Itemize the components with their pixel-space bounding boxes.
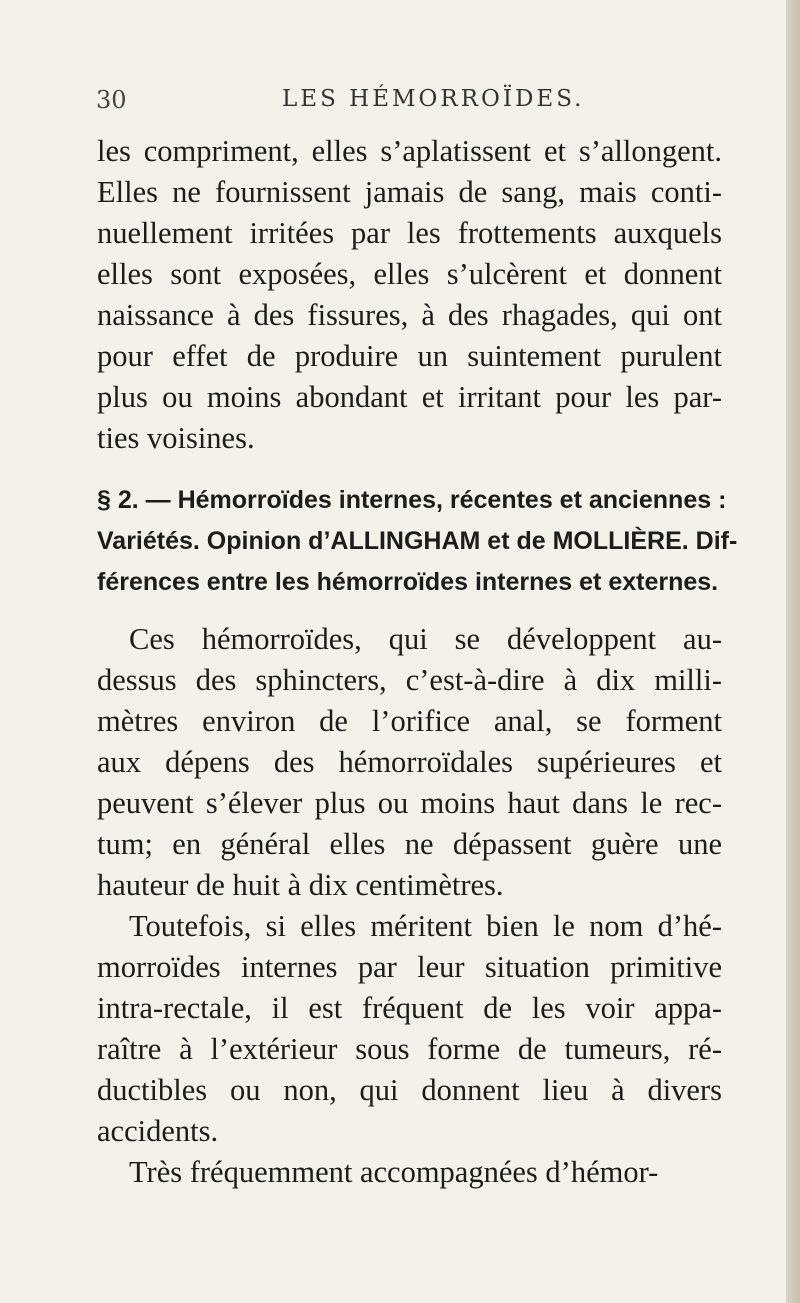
paragraph-2 <box>97 619 722 1193</box>
page-edge <box>786 0 800 1303</box>
text-line: elles sont exposées, elles s’ulcèrent et donnent <box>97 257 722 291</box>
text-line: Elles ne fournissent jamais de sang, mais conti- <box>97 175 722 209</box>
text-line: hauteur de huit à dix centimètres. <box>97 868 504 902</box>
running-head: LES HÉMORROÏDES. <box>282 86 585 112</box>
text-line: accidents. <box>97 1114 219 1148</box>
page-header <box>96 86 716 118</box>
text-line: plus ou moins abondant et irritant pour les par- <box>97 380 722 414</box>
text-line: Ces hémorroïdes, qui se développent au- <box>129 622 722 656</box>
text-line: peuvent s’élever plus ou moins haut dans le rec- <box>97 786 722 820</box>
text-line: pour effet de produire un suintement purulent <box>97 339 722 373</box>
page-number: 30 <box>96 86 127 114</box>
paragraph-1 <box>97 131 722 459</box>
text-line: mètres environ de l’orifice anal, se forment <box>97 704 722 738</box>
text-line: raître à l’extérieur sous forme de tumeurs, ré- <box>97 1032 722 1066</box>
text-line: morroïdes internes par leur situation primitive <box>97 950 722 984</box>
text-line: intra-rectale, il est fréquent de les voir appa- <box>97 991 722 1025</box>
text-line: ductibles ou non, qui donnent lieu à divers <box>97 1073 722 1107</box>
text-line: dessus des sphincters, c’est-à-dire à dix milli- <box>97 663 722 697</box>
heading-line: § 2. — Hémorroïdes internes, récentes et anciennes : <box>97 486 727 514</box>
text-line: les compriment, elles s’aplatissent et s’allongent. <box>97 134 722 168</box>
text-line: ties voisines. <box>97 421 255 455</box>
heading-line: Variétés. Opinion d’ALLINGHAM et de MOLLIÈRE. Dif- <box>97 527 738 555</box>
text-line: tum; en général elles ne dépassent guère une <box>97 827 722 861</box>
text-line: nuellement irritées par les frottements auxquels <box>97 216 722 250</box>
text-line: aux dépens des hémorroïdales supérieures et <box>97 745 722 779</box>
section-heading <box>97 480 738 603</box>
text-line: Très fréquemment accompagnées d’hémor- <box>129 1155 659 1189</box>
text-line: Toutefois, si elles méritent bien le nom d’hé- <box>129 909 722 943</box>
heading-line: férences entre les hémorroïdes internes et externes. <box>97 568 719 596</box>
text-line: naissance à des fissures, à des rhagades, qui ont <box>97 298 722 332</box>
